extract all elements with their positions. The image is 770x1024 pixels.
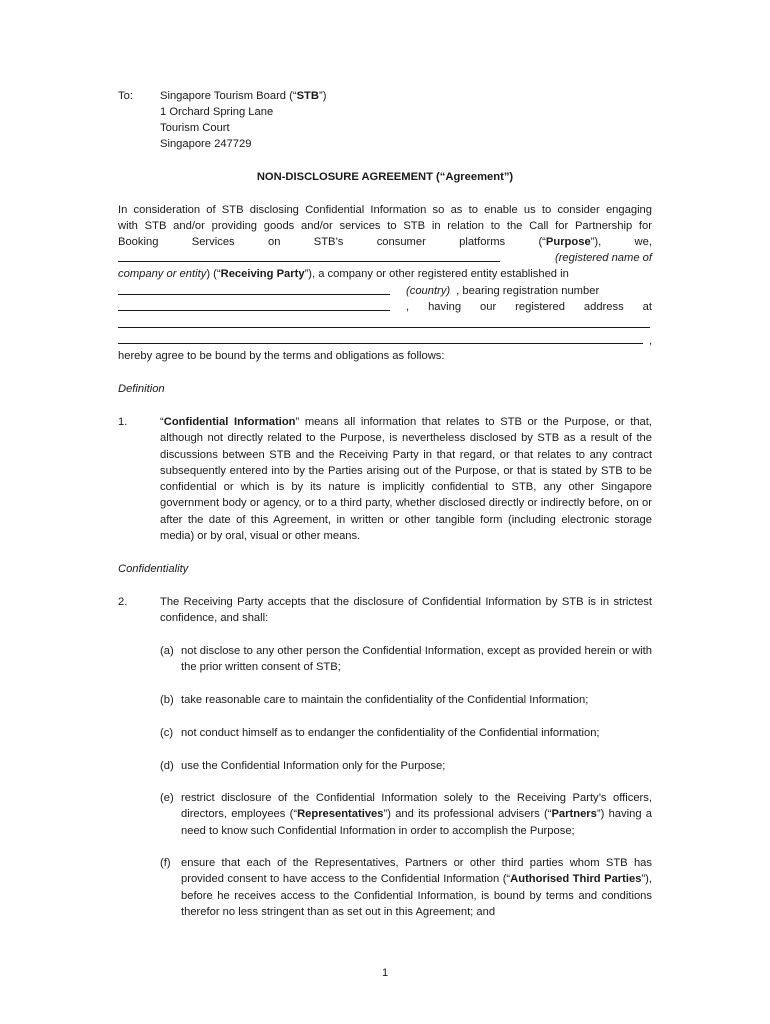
item-text: use the Confidential Information only for the Purpose; xyxy=(181,760,446,772)
address-field: , xyxy=(118,332,652,349)
address-blank-2[interactable] xyxy=(118,332,643,344)
clause-number: 2. xyxy=(118,596,128,608)
country-field: (country) , bearing registration number xyxy=(118,283,652,299)
intro-line: company or entity) (“Receiving Party”), a company or other registered entity established in xyxy=(118,268,569,280)
registered-name-blank[interactable] xyxy=(118,250,500,262)
agreement-title: NON-DISCLOSURE AGREEMENT (“Agreement”) xyxy=(256,171,514,183)
item-letter: (c) xyxy=(160,727,174,739)
section-heading-confidentiality: Confidentiality xyxy=(118,563,189,575)
address-blank-1[interactable] xyxy=(118,316,650,328)
registration-number-blank[interactable] xyxy=(118,299,390,311)
item-text: ensure that each of the Representatives, Partners or other third parties whom STB has provided consent to have access to the Confidential Information (“Authorised Third Parties”), before he receives access to the Confidential Information, is bound by terms and conditions therefor no less stringent than as set out in this Agreement; and xyxy=(181,857,652,918)
intro-line: Booking Services on STB’s consumer platforms (“Purpose”), we, xyxy=(118,236,652,248)
item-letter: (f) xyxy=(160,857,171,869)
clause-1-text: “Confidential Information” means all information that relates to STB or the Purpose, or that, although not directly related to the Purpose, is nevertheless disclosed by STB as a result of the discussions between STB and the Receiving Party in that regard, or that relates to any contract subsequently entered into by the Parties arising out of the Purpose, or that is stated by STB to be confidential or which is by its nature is implicitly confidential to STB, any other Singapore government body or agency, or to a third party, whether disclosed directly or indirectly before, on or after the date of this Agreement, in written or other tangible form (including electronic storage media) or by oral, visual or other means. xyxy=(160,416,652,543)
item-letter: (d) xyxy=(160,760,174,772)
clause-2-text: The Receiving Party accepts that the disclosure of Confidential Information by STB is in strictest confidence, and shall: xyxy=(160,596,652,625)
addressee-name: Singapore Tourism Board (“STB”) xyxy=(160,90,327,102)
item-text: take reasonable care to maintain the confidentiality of the Confidential Information; xyxy=(181,694,589,706)
item-letter: (e) xyxy=(160,792,174,804)
registered-name-field: (registered name of xyxy=(118,250,652,266)
item-text: not disclose to any other person the Confidential Information, except as provided herein or with the prior written consent of STB; xyxy=(181,645,652,674)
page-number: 1 xyxy=(381,967,389,979)
country-blank[interactable] xyxy=(118,283,390,295)
intro-line: hereby agree to be bound by the terms and obligations as follows: xyxy=(118,350,445,362)
intro-line: with STB and/or providing goods and/or services to STB in relation to the Call for Partnership for xyxy=(118,220,652,232)
item-text: restrict disclosure of the Confidential Information solely to the Receiving Party’s officers, directors, employees (“Representatives”) and its professional advisers (“Partners”) having a need to know such Confidential Information in order to accomplish the Purpose; xyxy=(181,792,653,837)
item-letter: (a) xyxy=(160,645,174,657)
address-line: Singapore 247729 xyxy=(160,138,252,150)
intro-line: In consideration of STB disclosing Confidential Information so as to enable us to consider engaging xyxy=(118,204,652,216)
registration-number-field: , having our registered address at xyxy=(118,299,652,315)
item-letter: (b) xyxy=(160,694,174,706)
section-heading-definition: Definition xyxy=(118,383,165,395)
address-field xyxy=(118,316,650,333)
address-line: Tourism Court xyxy=(160,122,230,134)
to-label: To: xyxy=(118,90,133,102)
item-text: not conduct himself as to endanger the confidentiality of the Confidential information; xyxy=(181,727,600,739)
address-line: 1 Orchard Spring Lane xyxy=(160,106,274,118)
clause-number: 1. xyxy=(118,416,128,428)
